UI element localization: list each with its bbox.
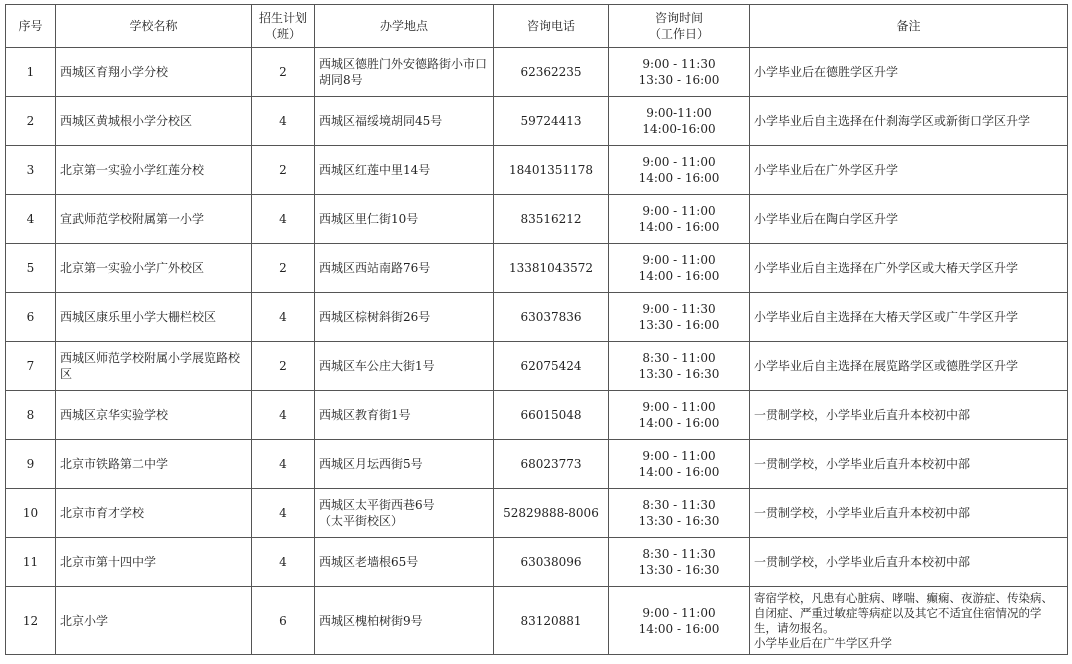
cell-phone: 13381043572 bbox=[494, 244, 609, 293]
cell-phone: 62362235 bbox=[494, 48, 609, 97]
cell-no: 8 bbox=[6, 391, 56, 440]
cell-time: 9:00 - 11:00 14:00 - 16:00 bbox=[609, 440, 750, 489]
cell-school-name: 北京市第十四中学 bbox=[56, 538, 252, 587]
cell-location: 西城区车公庄大街1号 bbox=[315, 342, 494, 391]
header-phone: 咨询电话 bbox=[494, 5, 609, 48]
cell-location: 西城区福绥境胡同45号 bbox=[315, 97, 494, 146]
cell-no: 6 bbox=[6, 293, 56, 342]
cell-no: 10 bbox=[6, 489, 56, 538]
cell-location: 西城区里仁街10号 bbox=[315, 195, 494, 244]
cell-time: 8:30 - 11:30 13:30 - 16:30 bbox=[609, 489, 750, 538]
table-row bbox=[6, 195, 1068, 244]
cell-classes: 4 bbox=[252, 195, 315, 244]
cell-note: 小学毕业后自主选择在广外学区或大椿天学区升学 bbox=[750, 244, 1068, 293]
cell-time: 9:00 - 11:30 13:30 - 16:00 bbox=[609, 48, 750, 97]
cell-phone: 59724413 bbox=[494, 97, 609, 146]
cell-classes: 2 bbox=[252, 146, 315, 195]
cell-classes: 6 bbox=[252, 587, 315, 655]
cell-school-name: 北京第一实验小学红莲分校 bbox=[56, 146, 252, 195]
header-time: 咨询时间 （工作日） bbox=[609, 5, 750, 48]
cell-note: 一贯制学校，小学毕业后直升本校初中部 bbox=[750, 391, 1068, 440]
cell-phone: 18401351178 bbox=[494, 146, 609, 195]
cell-note: 小学毕业后在广外学区升学 bbox=[750, 146, 1068, 195]
cell-no: 11 bbox=[6, 538, 56, 587]
cell-time: 9:00 - 11:00 14:00 - 16:00 bbox=[609, 391, 750, 440]
table-row bbox=[6, 391, 1068, 440]
cell-location: 西城区槐柏树街9号 bbox=[315, 587, 494, 655]
header-school-name: 学校名称 bbox=[56, 5, 252, 48]
cell-classes: 2 bbox=[252, 244, 315, 293]
table-row bbox=[6, 293, 1068, 342]
cell-note: 一贯制学校，小学毕业后直升本校初中部 bbox=[750, 489, 1068, 538]
table-row bbox=[6, 440, 1068, 489]
cell-phone: 63037836 bbox=[494, 293, 609, 342]
cell-classes: 4 bbox=[252, 538, 315, 587]
cell-time: 9:00-11:00 14:00-16:00 bbox=[609, 97, 750, 146]
cell-note: 一贯制学校，小学毕业后直升本校初中部 bbox=[750, 538, 1068, 587]
cell-phone: 83516212 bbox=[494, 195, 609, 244]
cell-phone: 63038096 bbox=[494, 538, 609, 587]
cell-note: 小学毕业后在德胜学区升学 bbox=[750, 48, 1068, 97]
cell-no: 9 bbox=[6, 440, 56, 489]
cell-school-name: 宣武师范学校附属第一小学 bbox=[56, 195, 252, 244]
cell-phone: 83120881 bbox=[494, 587, 609, 655]
cell-no: 7 bbox=[6, 342, 56, 391]
cell-phone: 52829888-8006 bbox=[494, 489, 609, 538]
cell-location: 西城区月坛西街5号 bbox=[315, 440, 494, 489]
cell-note: 小学毕业后自主选择在展览路学区或德胜学区升学 bbox=[750, 342, 1068, 391]
cell-time: 8:30 - 11:30 13:30 - 16:30 bbox=[609, 538, 750, 587]
cell-location: 西城区教育街1号 bbox=[315, 391, 494, 440]
cell-note: 小学毕业后在陶白学区升学 bbox=[750, 195, 1068, 244]
table-row bbox=[6, 97, 1068, 146]
cell-location: 西城区太平街西巷6号 （太平街校区） bbox=[315, 489, 494, 538]
cell-location: 西城区棕树斜街26号 bbox=[315, 293, 494, 342]
table-row bbox=[6, 342, 1068, 391]
cell-school-name: 西城区黄城根小学分校区 bbox=[56, 97, 252, 146]
cell-location: 西城区西站南路76号 bbox=[315, 244, 494, 293]
cell-classes: 4 bbox=[252, 391, 315, 440]
cell-time: 9:00 - 11:00 14:00 - 16:00 bbox=[609, 587, 750, 655]
table-row bbox=[6, 48, 1068, 97]
cell-note: 小学毕业后自主选择在什刹海学区或新街口学区升学 bbox=[750, 97, 1068, 146]
cell-school-name: 北京第一实验小学广外校区 bbox=[56, 244, 252, 293]
table-row bbox=[6, 244, 1068, 293]
cell-time: 8:30 - 11:00 13:30 - 16:30 bbox=[609, 342, 750, 391]
cell-location: 西城区德胜门外安德路街小市口胡同8号 bbox=[315, 48, 494, 97]
cell-time: 9:00 - 11:00 14:00 - 16:00 bbox=[609, 244, 750, 293]
table-row bbox=[6, 489, 1068, 538]
cell-no: 1 bbox=[6, 48, 56, 97]
cell-time: 9:00 - 11:00 14:00 - 16:00 bbox=[609, 146, 750, 195]
cell-phone: 68023773 bbox=[494, 440, 609, 489]
header-no: 序号 bbox=[6, 5, 56, 48]
table-row bbox=[6, 146, 1068, 195]
cell-classes: 4 bbox=[252, 489, 315, 538]
cell-no: 4 bbox=[6, 195, 56, 244]
cell-phone: 62075424 bbox=[494, 342, 609, 391]
cell-note: 一贯制学校，小学毕业后直升本校初中部 bbox=[750, 440, 1068, 489]
cell-no: 12 bbox=[6, 587, 56, 655]
cell-school-name: 西城区师范学校附属小学展览路校区 bbox=[56, 342, 252, 391]
header-classes: 招生计划 （班） bbox=[252, 5, 315, 48]
cell-classes: 2 bbox=[252, 342, 315, 391]
cell-classes: 2 bbox=[252, 48, 315, 97]
cell-no: 2 bbox=[6, 97, 56, 146]
header-note: 备注 bbox=[750, 5, 1068, 48]
header-row bbox=[6, 5, 1068, 48]
cell-phone: 66015048 bbox=[494, 391, 609, 440]
cell-note: 小学毕业后自主选择在大椿天学区或广牛学区升学 bbox=[750, 293, 1068, 342]
cell-school-name: 西城区京华实验学校 bbox=[56, 391, 252, 440]
cell-time: 9:00 - 11:00 14:00 - 16:00 bbox=[609, 195, 750, 244]
cell-note: 寄宿学校，凡患有心脏病、哮喘、癫痫、夜游症、传染病、自闭症、严重过敏症等病症以及其它不适宜住宿情况的学生，请勿报名。 小学毕业后在广牛学区升学 bbox=[750, 587, 1068, 655]
header-location: 办学地点 bbox=[315, 5, 494, 48]
cell-school-name: 西城区康乐里小学大栅栏校区 bbox=[56, 293, 252, 342]
cell-classes: 4 bbox=[252, 97, 315, 146]
cell-time: 9:00 - 11:30 13:30 - 16:00 bbox=[609, 293, 750, 342]
cell-classes: 4 bbox=[252, 440, 315, 489]
cell-classes: 4 bbox=[252, 293, 315, 342]
table-row bbox=[6, 538, 1068, 587]
cell-school-name: 北京市育才学校 bbox=[56, 489, 252, 538]
cell-no: 5 bbox=[6, 244, 56, 293]
cell-school-name: 北京市铁路第二中学 bbox=[56, 440, 252, 489]
cell-location: 西城区红莲中里14号 bbox=[315, 146, 494, 195]
cell-location: 西城区老墙根65号 bbox=[315, 538, 494, 587]
school-admissions-table bbox=[5, 4, 1068, 655]
cell-school-name: 西城区育翔小学分校 bbox=[56, 48, 252, 97]
cell-no: 3 bbox=[6, 146, 56, 195]
cell-school-name: 北京小学 bbox=[56, 587, 252, 655]
table-row bbox=[6, 587, 1068, 655]
